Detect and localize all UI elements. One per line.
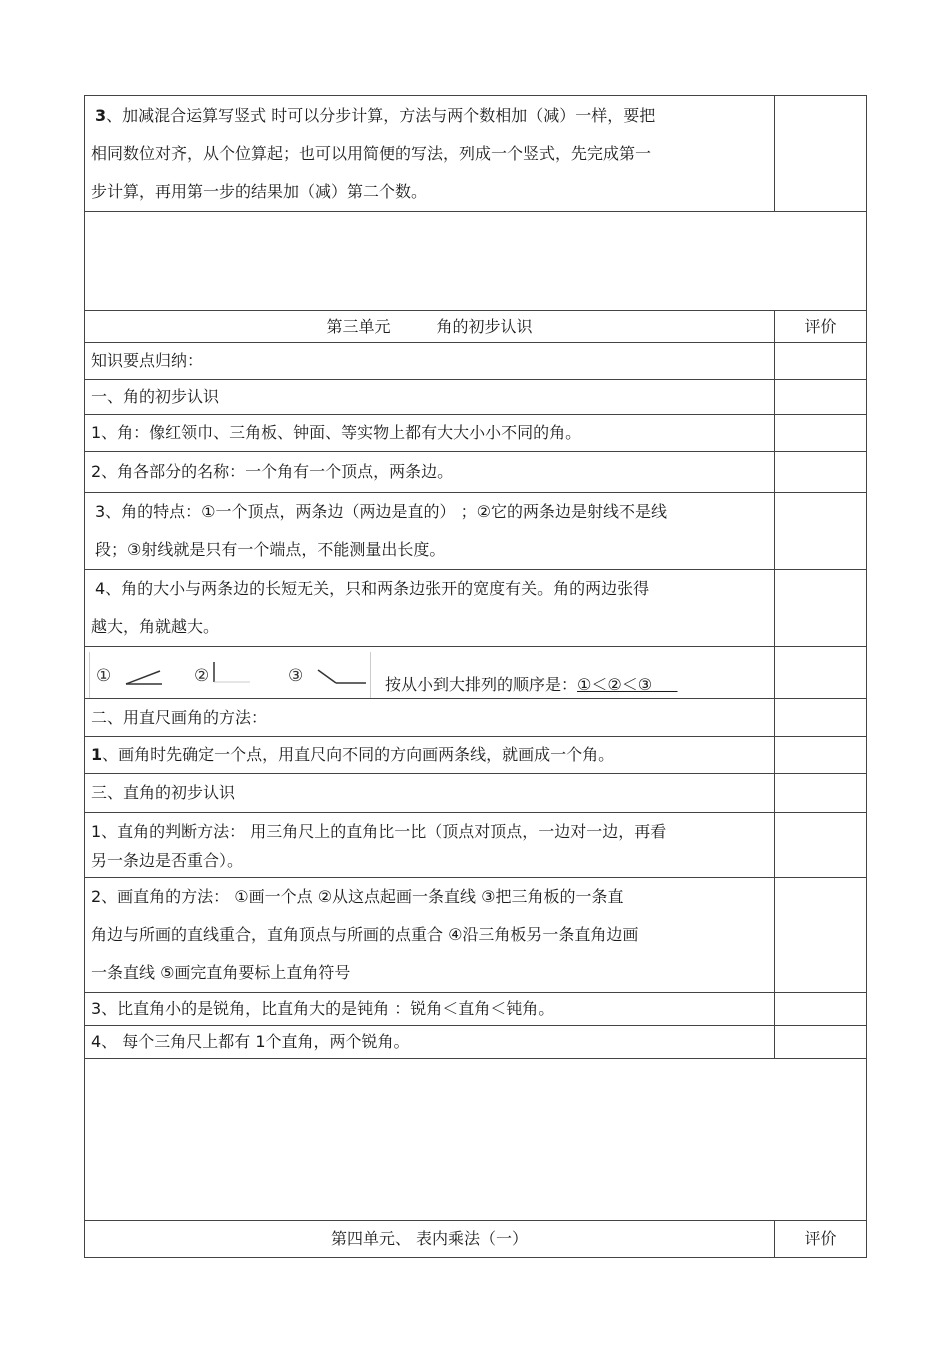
angle-figures: [89, 652, 371, 698]
table-row: [85, 343, 867, 380]
table-row: [85, 452, 867, 493]
item-3-subtraction-cell: [85, 96, 775, 212]
notes-table: [84, 95, 867, 1258]
section-heading: 二、用直尺画角的方法：: [85, 699, 775, 737]
angle-figure-row: [85, 647, 867, 699]
table-row: [85, 993, 867, 1026]
order-text: [371, 674, 678, 698]
unit-name: 角的初步认识: [436, 317, 533, 336]
text-line: 4、角的大小与两条边的长短无关，只和两条边张开的宽度有关。角的两边张得: [95, 579, 650, 598]
eval-cell: [775, 380, 867, 415]
blank-cell: [85, 212, 867, 311]
eval-cell: [775, 647, 867, 699]
eval-cell: [775, 343, 867, 380]
list-item: 4、 每个三角尺上都有 1个直角，两个锐角。: [85, 1026, 775, 1059]
text-line: 段；③射线就是只有一个端点，不能测量出长度。: [95, 540, 446, 559]
unit-header-row: [85, 1221, 867, 1258]
item-number: 1: [91, 745, 103, 764]
blank-row: [85, 212, 867, 311]
table-row: [85, 878, 867, 993]
order-prefix: 按从小到大排列的顺序是：: [385, 675, 578, 694]
list-item: [85, 878, 775, 993]
unit-title: [85, 311, 775, 343]
table-row: [85, 737, 867, 774]
eval-cell: [775, 1026, 867, 1059]
eval-cell: [775, 878, 867, 993]
eval-header: 评价: [775, 311, 867, 343]
unit-number: 第三单元: [326, 317, 391, 336]
list-item: 3、比直角小的是锐角，比直角大的是钝角 ：锐角＜直角＜钝角。: [85, 993, 775, 1026]
table-row: [85, 813, 867, 878]
eval-cell: [775, 699, 867, 737]
text-line: 1、直角的判断方法： 用三角尺上的直角比一比（顶点对顶点，一边对一边，再看: [91, 822, 667, 841]
list-item: [85, 737, 775, 774]
eval-cell: [775, 813, 867, 878]
figure-label-2: ②: [194, 666, 210, 686]
list-item: [85, 493, 775, 570]
text-line: 、加减混合运算写竖式 时可以分步计算，方法与两个数相加（减）一样，要把: [106, 106, 656, 125]
section-heading: 三、直角的初步认识: [85, 774, 775, 813]
angle-3-obtuse: [318, 670, 366, 683]
unit-title: 第四单元、 表内乘法（一）: [85, 1221, 775, 1258]
text-line: 越大，角就越大。: [91, 617, 220, 636]
summary-heading: 知识要点归纳：: [85, 343, 775, 380]
table-row: [85, 1026, 867, 1059]
table-row: [85, 774, 867, 813]
text-line: 相同数位对齐，从个位算起；也可以用简便的写法，列成一个竖式，先完成第一: [91, 144, 652, 163]
eval-cell: [775, 737, 867, 774]
list-item: 1、角：像红领巾、三角板、钟面、等实物上都有大大小小不同的角。: [85, 415, 775, 452]
text-line: 步计算，再用第一步的结果加（减）第二个数。: [91, 182, 428, 201]
text-line: 3、角的特点：①一个顶点，两条边（两边是直的） ；②它的两条边是射线不是线: [95, 502, 667, 521]
table-row: [85, 96, 867, 212]
order-answer: ①＜②＜③: [577, 675, 653, 694]
eval-cell: [775, 774, 867, 813]
section-heading: 一、角的初步认识: [85, 380, 775, 415]
angle-1-small: [126, 671, 162, 684]
eval-cell: [775, 493, 867, 570]
text-line: 一条直线 ⑤画完直角要标上直角符号: [91, 963, 351, 982]
text-line: 另一条边是否重合）。: [91, 851, 244, 870]
text-line: 角边与所画的直线重合，直角顶点与所画的点重合 ④沿三角板另一条直角边画: [91, 925, 639, 944]
table-row: [85, 699, 867, 737]
item-text: 、画角时先确定一个点，用直尺向不同的方向画两条线，就画成一个角。: [102, 745, 615, 764]
list-item: [85, 570, 775, 647]
figure-label-3: ③: [288, 666, 304, 686]
list-item: 2、角各部分的名称：一个角有一个顶点，两条边。: [85, 452, 775, 493]
blank-row: [85, 1059, 867, 1221]
table-row: [85, 380, 867, 415]
table-row: [85, 415, 867, 452]
angle-figure-cell: [85, 647, 775, 699]
eval-cell: [775, 993, 867, 1026]
angle-figures-svg: [90, 652, 370, 698]
unit-header-row: [85, 311, 867, 343]
item-number: 3: [95, 106, 107, 125]
eval-cell: [775, 96, 867, 212]
text-line: 2、画直角的方法： ①画一个点 ②从这点起画一条直线 ③把三角板的一条直: [91, 887, 624, 906]
table-row: [85, 493, 867, 570]
eval-header: 评价: [775, 1221, 867, 1258]
eval-cell: [775, 452, 867, 493]
eval-cell: [775, 415, 867, 452]
angle-2-right: [214, 662, 250, 682]
table-row: [85, 570, 867, 647]
notes-table-container: [84, 95, 866, 1258]
figure-label-1: ①: [96, 666, 112, 686]
eval-cell: [775, 570, 867, 647]
blank-cell: [85, 1059, 867, 1221]
list-item: [85, 813, 775, 878]
